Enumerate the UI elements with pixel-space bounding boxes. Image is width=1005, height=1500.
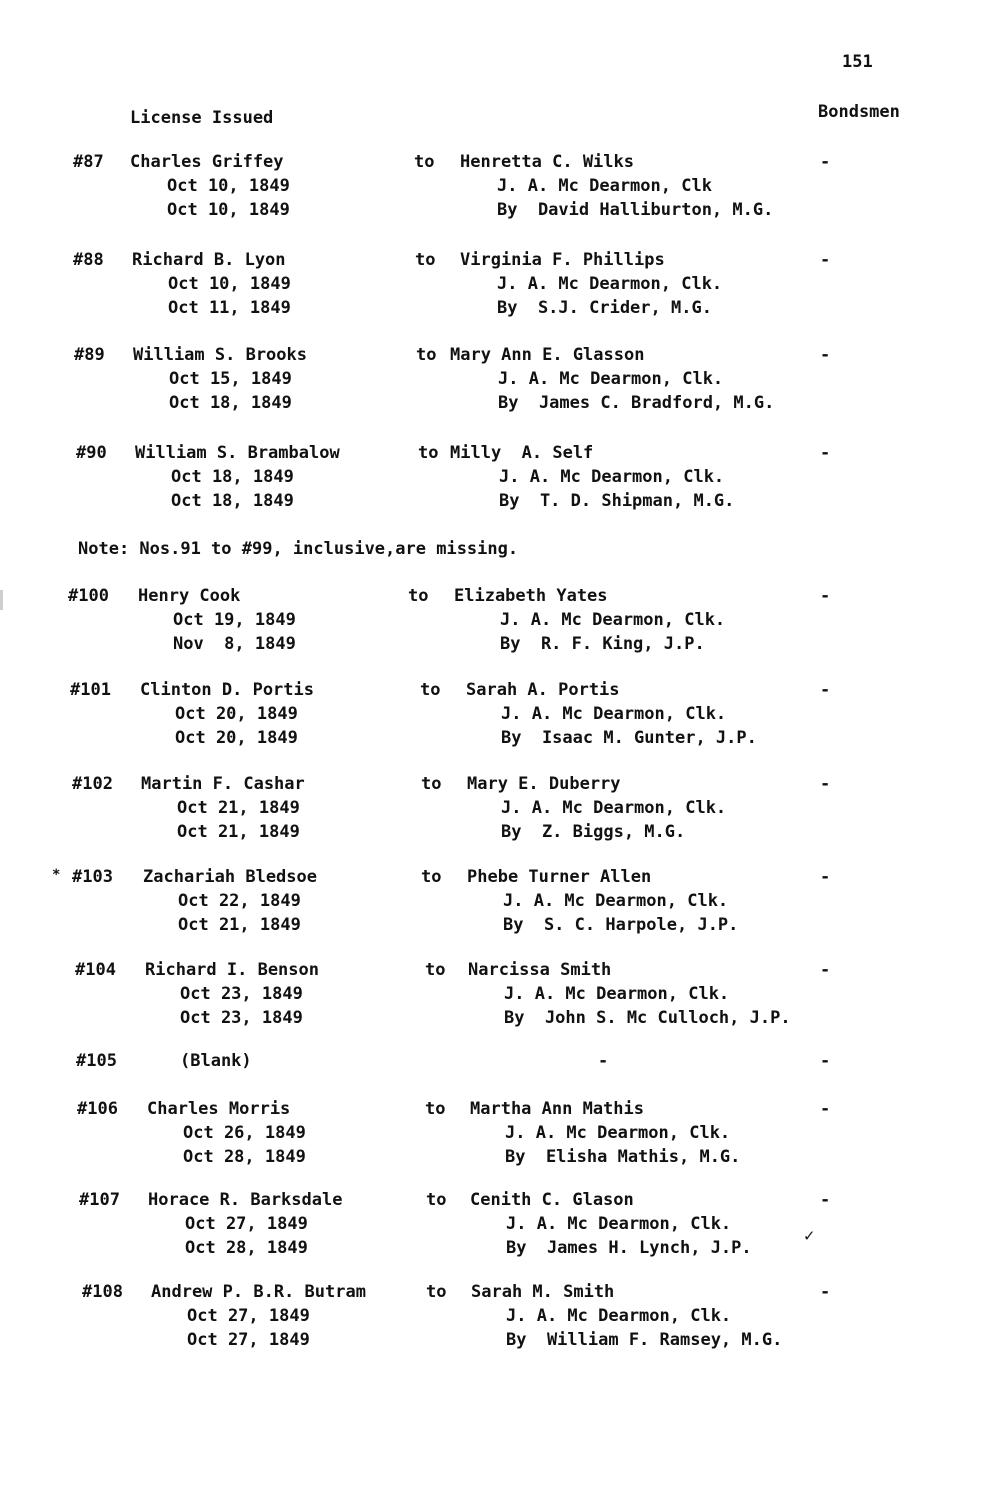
to-label: to [415, 250, 436, 270]
license-date: Oct 18, 1849 [171, 467, 294, 487]
clerk-line: J. A. Mc Dearmon, Clk. [497, 274, 723, 294]
entry-number: #87 [73, 152, 104, 172]
officiant-line: By Isaac M. Gunter, J.P. [501, 728, 757, 748]
return-date: Oct 18, 1849 [171, 491, 294, 511]
officiant-line: By R. F. King, J.P. [500, 634, 705, 654]
to-label: to [426, 1190, 447, 1210]
to-label: to [426, 1282, 447, 1302]
clerk-line: J. A. Mc Dearmon, Clk. [506, 1214, 732, 1234]
bondsman-value: - [820, 680, 831, 700]
bondsmen-header: Bondsmen [818, 102, 900, 122]
entry-number: #103 [72, 867, 113, 887]
bride-name: Milly A. Self [450, 443, 594, 463]
license-date: Oct 26, 1849 [183, 1123, 306, 1143]
return-date: Oct 18, 1849 [169, 393, 292, 413]
return-date: Nov 8, 1849 [173, 634, 296, 654]
entry-number: #104 [75, 960, 116, 980]
license-date: Oct 22, 1849 [178, 891, 301, 911]
bride-name: Sarah A. Portis [466, 680, 620, 700]
officiant-line: By James H. Lynch, J.P. [506, 1238, 752, 1258]
groom-name: Martin F. Cashar [141, 774, 305, 794]
officiant-line: By S. C. Harpole, J.P. [503, 915, 739, 935]
license-date: Oct 20, 1849 [175, 704, 298, 724]
bondsman-value: - [820, 1099, 831, 1119]
to-label: to [425, 960, 446, 980]
license-entry [0, 445, 1005, 525]
entry-number: #106 [77, 1099, 118, 1119]
entry-number: #105 [76, 1051, 117, 1071]
return-date: Oct 21, 1849 [178, 915, 301, 935]
officiant-line: By John S. Mc Culloch, J.P. [504, 1008, 791, 1028]
to-label: to [421, 774, 442, 794]
to-label: to [421, 867, 442, 887]
license-issued-header: License Issued [130, 108, 274, 128]
bondsman-value: - [820, 960, 831, 980]
clerk-line: J. A. Mc Dearmon, Clk. [504, 984, 730, 1004]
clerk-line: J. A. Mc Dearmon, Clk. [503, 891, 729, 911]
clerk-line: J. A. Mc Dearmon, Clk. [499, 467, 725, 487]
bondsman-value: - [820, 867, 831, 887]
groom-name: Richard B. Lyon [132, 250, 286, 270]
entry-number: #102 [72, 774, 113, 794]
groom-name: Horace R. Barksdale [148, 1190, 343, 1210]
officiant-line: By David Halliburton, M.G. [497, 200, 774, 220]
groom-name: Andrew P. B.R. Butram [151, 1282, 366, 1302]
clerk-line: J. A. Mc Dearmon, Clk. [498, 369, 724, 389]
license-date: Oct 23, 1849 [180, 984, 303, 1004]
license-entry [0, 154, 1005, 234]
groom-name: Charles Morris [147, 1099, 291, 1119]
license-entry [0, 347, 1005, 427]
bondsman-value: - [820, 250, 831, 270]
entry-number: #101 [70, 680, 111, 700]
bondsman-value: - [820, 586, 831, 606]
bondsman-value: - [820, 774, 831, 794]
clerk-line: J. A. Mc Dearmon, Clk. [501, 704, 727, 724]
clerk-line: J. A. Mc Dearmon, Clk. [500, 610, 726, 630]
bride-name: Virginia F. Phillips [460, 250, 665, 270]
license-date: Oct 27, 1849 [187, 1306, 310, 1326]
blank-dash: - [598, 1051, 609, 1071]
license-entry [0, 252, 1005, 332]
entry-number: #90 [76, 443, 107, 463]
license-date: Oct 10, 1849 [168, 274, 291, 294]
license-entry [0, 682, 1005, 762]
officiant-line: By James C. Bradford, M.G. [498, 393, 775, 413]
to-label: to [425, 1099, 446, 1119]
bride-name: Martha Ann Mathis [470, 1099, 644, 1119]
license-entry [0, 776, 1005, 856]
license-entry [0, 588, 1005, 668]
groom-name: Richard I. Benson [145, 960, 319, 980]
entry-number: #100 [68, 586, 109, 606]
license-entry [0, 869, 1005, 949]
entry-number: #108 [82, 1282, 123, 1302]
scan-margin-mark [0, 590, 3, 610]
clerk-line: J. A. Mc Dearmon, Clk. [501, 798, 727, 818]
margin-asterisk: * [52, 867, 61, 883]
officiant-line: By Z. Biggs, M.G. [501, 822, 686, 842]
to-label: to [416, 345, 437, 365]
clerk-line: J. A. Mc Dearmon, Clk. [506, 1306, 732, 1326]
missing-entries-note: Note: Nos.91 to #99, inclusive,are missing. [78, 539, 519, 559]
return-date: Oct 20, 1849 [175, 728, 298, 748]
groom-name: William S. Brambalow [135, 443, 340, 463]
page-number: 151 [842, 52, 873, 72]
bondsman-value: - [820, 345, 831, 365]
license-entry [0, 1284, 1005, 1364]
officiant-line: By T. D. Shipman, M.G. [499, 491, 735, 511]
entry-number: #88 [73, 250, 104, 270]
license-date: Oct 21, 1849 [177, 798, 300, 818]
bride-name: Phebe Turner Allen [467, 867, 652, 887]
bondsman-value: - [820, 152, 831, 172]
return-date: Oct 28, 1849 [185, 1238, 308, 1258]
officiant-line: By S.J. Crider, M.G. [497, 298, 712, 318]
return-date: Oct 10, 1849 [167, 200, 290, 220]
return-date: Oct 23, 1849 [180, 1008, 303, 1028]
groom-name: Henry Cook [138, 586, 241, 606]
to-label: to [418, 443, 439, 463]
blank-entry [0, 1053, 1005, 1077]
blank-label: (Blank) [180, 1051, 252, 1071]
bondsman-value: - [820, 1282, 831, 1302]
license-date: Oct 10, 1849 [167, 176, 290, 196]
clerk-line: J. A. Mc Dearmon, Clk [497, 176, 712, 196]
return-date: Oct 27, 1849 [187, 1330, 310, 1350]
groom-name: Charles Griffey [130, 152, 284, 172]
license-entry [0, 1192, 1005, 1272]
to-label: to [408, 586, 429, 606]
bondsman-value: - [820, 443, 831, 463]
to-label: to [414, 152, 435, 172]
return-date: Oct 21, 1849 [177, 822, 300, 842]
bride-name: Narcissa Smith [468, 960, 612, 980]
entry-number: #89 [74, 345, 105, 365]
license-date: Oct 19, 1849 [173, 610, 296, 630]
entry-number: #107 [79, 1190, 120, 1210]
bride-name: Sarah M. Smith [471, 1282, 615, 1302]
clerk-line: J. A. Mc Dearmon, Clk. [505, 1123, 731, 1143]
license-date: Oct 27, 1849 [185, 1214, 308, 1234]
bride-name: Mary Ann E. Glasson [450, 345, 645, 365]
groom-name: Clinton D. Portis [140, 680, 314, 700]
bondsman-value: - [820, 1190, 831, 1210]
to-label: to [420, 680, 441, 700]
bride-name: Mary E. Duberry [467, 774, 621, 794]
officiant-line: By Elisha Mathis, M.G. [505, 1147, 741, 1167]
groom-name: William S. Brooks [133, 345, 307, 365]
checkmark-icon: ✓ [804, 1226, 815, 1246]
officiant-line: By William F. Ramsey, M.G. [506, 1330, 783, 1350]
bondsman-value: - [820, 1051, 831, 1071]
license-entry [0, 962, 1005, 1042]
bride-name: Cenith C. Glason [470, 1190, 634, 1210]
return-date: Oct 11, 1849 [168, 298, 291, 318]
license-entry [0, 1101, 1005, 1181]
groom-name: Zachariah Bledsoe [143, 867, 317, 887]
bride-name: Henretta C. Wilks [460, 152, 634, 172]
return-date: Oct 28, 1849 [183, 1147, 306, 1167]
license-date: Oct 15, 1849 [169, 369, 292, 389]
bride-name: Elizabeth Yates [454, 586, 608, 606]
